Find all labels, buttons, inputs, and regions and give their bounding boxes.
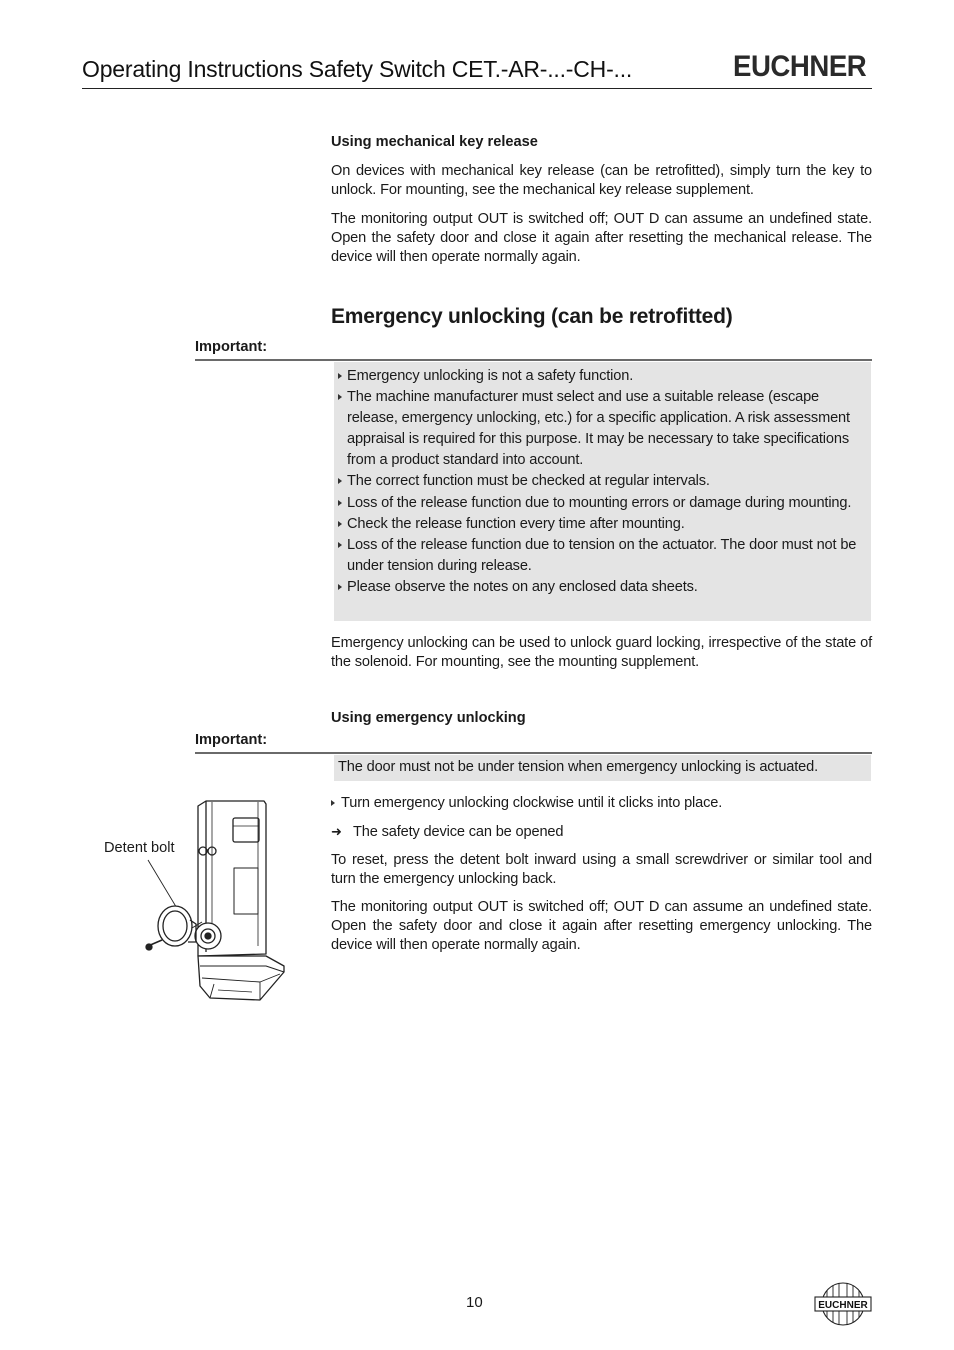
note-item: Please observe the notes on any enclosed data sheets. — [338, 577, 859, 598]
note-item: The machine manufacturer must select and use a suitable release (escape release, emergency unlocking, etc.) for a specific application. A risk assessment appraisal is required for this purpose. It may be necessary to take specifications from a product standard into account. — [338, 387, 859, 471]
brand-logo: EUCHNER — [733, 50, 867, 83]
document-title: Operating Instructions Safety Switch CET.-AR-...-CH-... — [82, 56, 633, 82]
reset-paragraph: To reset, press the detent bolt inward using a small screwdriver or similar tool and turn the emergency unlocking back. — [331, 852, 872, 888]
bullet-triangle-icon — [338, 521, 342, 527]
bullet-triangle-icon — [338, 478, 342, 484]
bullet-triangle-icon — [338, 394, 342, 400]
euchner-seal-logo — [813, 1280, 873, 1328]
important-divider-1 — [195, 359, 872, 361]
result-arrow-icon: ➜ — [331, 824, 342, 839]
tension-note-box — [334, 755, 871, 781]
important-notes-list — [334, 362, 871, 602]
seal-text: EUCHNER — [818, 1300, 868, 1311]
important-label-1: Important: — [195, 339, 268, 355]
detent-bolt-label: Detent bolt — [104, 840, 175, 856]
tension-note: The door must not be under tension when emergency unlocking is actuated. — [338, 759, 819, 775]
monitoring-output-paragraph: The monitoring output OUT is switched off; OUT D can assume an undefined state. Open the safety door and close it again after resetting emergency unlocking. The device will then operate normally again. — [331, 899, 872, 954]
emergency-unlocking-paragraph: Emergency unlocking can be used to unlock guard locking, irrespective of the state of the solenoid. For mounting, see the mounting supplement. — [331, 635, 872, 671]
emergency-unlocking-title: Emergency unlocking (can be retrofitted) — [331, 305, 733, 328]
note-item: Loss of the release function due to mounting errors or damage during mounting. — [338, 493, 859, 514]
bullet-triangle-icon — [338, 373, 342, 379]
bullet-triangle-icon — [331, 800, 335, 806]
result-line: ➜ The safety device can be opened — [331, 824, 564, 840]
important-label-2: Important: — [195, 732, 268, 748]
mechanical-release-paragraph-1: On devices with mechanical key release (can be retrofitted), simply turn the key to unlock. For mounting, see the mechanical key release supplement. — [331, 163, 872, 199]
safety-switch-illustration — [140, 796, 292, 1006]
important-notes-box — [334, 362, 871, 621]
note-item: Emergency unlocking is not a safety function. — [338, 366, 859, 387]
note-item: Loss of the release function due to tension on the actuator. The door must not be under tension during release. — [338, 535, 859, 577]
header-divider — [82, 88, 872, 89]
step-turn-clockwise: Turn emergency unlocking clockwise until it clicks into place. — [331, 794, 722, 813]
important-divider-2 — [195, 752, 872, 754]
using-emergency-heading: Using emergency unlocking — [331, 710, 526, 726]
bullet-triangle-icon — [338, 542, 342, 548]
mechanical-release-paragraph-2: The monitoring output OUT is switched off; OUT D can assume an undefined state. Open the safety door and close it again after resetting the mechanical release. The device will then operate normally again. — [331, 211, 872, 266]
note-item: The correct function must be checked at regular intervals. — [338, 471, 859, 492]
note-item: Check the release function every time after mounting. — [338, 514, 859, 535]
bullet-triangle-icon — [338, 584, 342, 590]
page-number: 10 — [466, 1294, 483, 1311]
mechanical-release-heading: Using mechanical key release — [331, 134, 538, 150]
bullet-triangle-icon — [338, 500, 342, 506]
